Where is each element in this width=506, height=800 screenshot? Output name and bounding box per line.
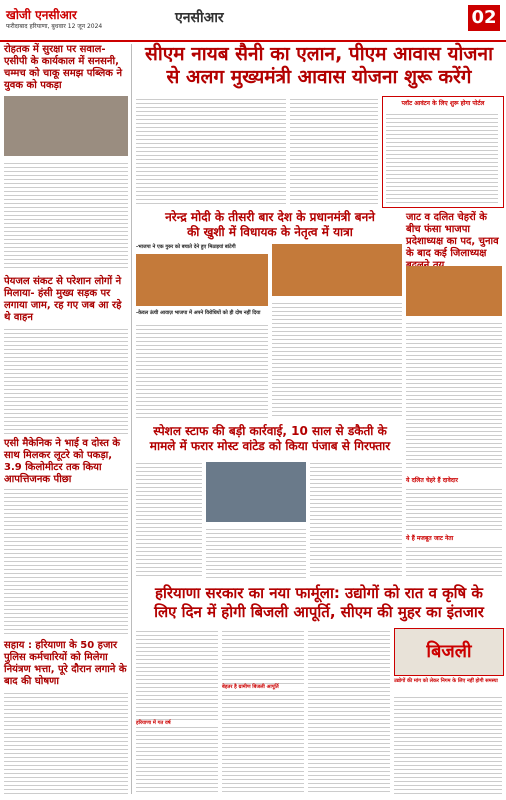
modi-subhead-2: -केवल ऊंची आवाज़ भाजपा में अपने विरोधियों को ही दोष नहीं दिया: [136, 310, 261, 316]
left-headline-2: पेयजल संकट से परेशान लोगों ने मिलाया- हंसी मुख्य सड़क पर लगाया जाम, रह गए जब आ रहे थे वाहन: [4, 276, 122, 323]
article-text: [4, 690, 128, 794]
article-text: [222, 628, 304, 794]
brand-title: खोजी एनसीआर: [6, 8, 77, 22]
police-headline-line2: मामले में फरार मोस्ट वांटेड को किया पंजाब से गिरफ्तार: [149, 439, 391, 453]
article-text: [406, 544, 502, 578]
article-text: [4, 326, 128, 434]
police-headline: [136, 424, 404, 454]
rally-photo: [272, 244, 402, 296]
article-text: [290, 96, 378, 206]
column-divider: [131, 44, 132, 794]
article-text: [386, 111, 498, 203]
bottom-subhead-3: हरियाणा में गत वर्ष: [136, 720, 218, 726]
article-text: [4, 160, 128, 270]
issue-date: फरीदाबाद हरियाणा, बुधवार 12 जून 2024: [6, 23, 103, 30]
article-text: [310, 460, 402, 578]
bottom-subhead-2: बेहतर है ग्रामीण बिजली आपूर्ति: [222, 684, 304, 690]
left-headline-4: सहाय : हरियाणा के 50 हजार पुलिस कर्मचारियों को मिलेगा नियंत्रण भत्ता, पूरे दौरान लगाने के बाद की घोषणा: [4, 640, 127, 687]
article-text: [4, 486, 128, 634]
modi-headline: [136, 210, 404, 240]
page-number: 02: [468, 5, 500, 31]
electricity-banner: [394, 628, 504, 676]
modi-headline-line2: की खुशी में विधायक के नेतृत्व में यात्रा: [187, 225, 353, 239]
bottom-subhead-1: उद्योगों की मांग को लेकर निगम के लिए नहीं होगी समस्या: [394, 678, 498, 684]
article-text: [206, 526, 306, 578]
article-text: [272, 300, 402, 418]
modi-headline-line1: नरेन्द्र मोदी के तीसरी बार देश के प्रधानमंत्री बनने: [165, 210, 375, 224]
banner-title: बिजली: [426, 641, 472, 662]
article-text: [136, 96, 286, 206]
side-box-title-2: ये हैं मजबूत जाट नेता: [406, 535, 454, 542]
article-text: [406, 486, 502, 530]
side-box-title-1: ये दलित चेहरे हैं दावेदार: [406, 477, 458, 484]
arrest-photo: [206, 462, 306, 522]
left-headline-1: रोहतक में सुरक्षा पर सवाल-एसीपी के कार्यकाल में सनसनी, चम्मच को चाकू समझ पब्लिक ने युवक को पकड़ा: [4, 44, 123, 91]
bottom-headline-line2: लिए दिन में होगी बिजली आपूर्ति, सीएम की मुहर का इंतजार: [154, 603, 484, 621]
rally-photo: [136, 254, 268, 306]
police-headline-line1: स्पेशल स्टाफ की बड़ी कार्रवाई, 10 साल से डकैती के: [153, 424, 387, 438]
article-text: [136, 460, 202, 578]
top-headline-line1: सीएम नायब सैनी का एलान, पीएम आवास योजना: [144, 43, 493, 65]
article-text: [394, 694, 502, 794]
sidebar-box: [382, 96, 504, 208]
side-headline: जाट व दलित चेहरों के बीच फंसा भाजपा प्रदेशाध्यक्ष का पद, चुनाव के बाद कई जिलाध्यक्ष: [406, 212, 499, 259]
top-headline: [136, 43, 502, 89]
modi-subhead-1: -भाजपा ने एक गुरुर को बचाते देने हुए मिठाइयां बांटेगी: [136, 244, 236, 250]
bottom-headline: [136, 584, 502, 622]
article-text: [136, 628, 218, 794]
section-title: एनसीआर: [175, 10, 224, 26]
article-text: [406, 320, 502, 470]
top-headline-line2: से अलग मुख्यमंत्री आवास योजना शुरू करेंगे: [166, 66, 472, 88]
article-text: [136, 322, 268, 418]
bottom-headline-line1: हरियाणा सरकार का नया फार्मूला: उद्योगों को रात व कृषि के: [155, 584, 483, 602]
box-title: प्लॉट आवंटन के लिए शुरू होगा पोर्टल: [401, 100, 485, 107]
article-text: [308, 628, 390, 794]
left-headline-3: एसी मैकेनिक ने भाई व दोस्त के साथ मिलकर लूटरे को पकड़ा, 3.9 किलोमीटर तक किया आपत्तिजनक पीछा: [4, 438, 121, 485]
leaders-photo: [406, 266, 502, 316]
news-photo: [4, 96, 128, 156]
